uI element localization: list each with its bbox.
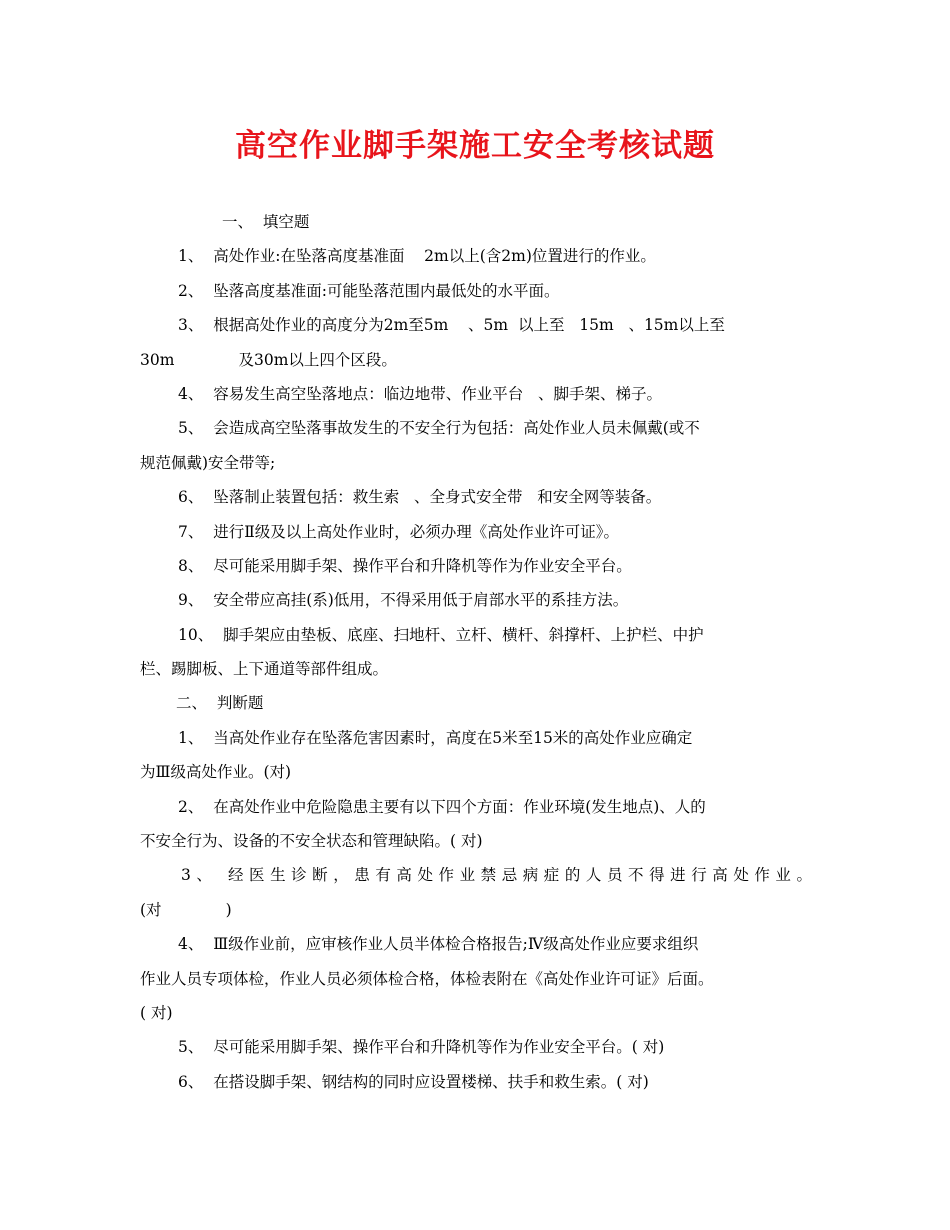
fill-item-3: 3、 根据高处作业的高度分为2m至5m 、5m 以上至 15m 、15m以上至 — [178, 316, 725, 335]
judge-item-5: 5、 尽可能采用脚手架、操作平台和升降机等作为作业安全平台。( 对) — [178, 1038, 665, 1057]
judge-item-4-answer: ( 对) — [140, 1003, 173, 1022]
fill-item-2: 2、 坠落高度基准面:可能坠落范围内最低处的水平面。 — [178, 281, 560, 300]
fill-item-5: 5、 会造成高空坠落事故发生的不安全行为包括：高处作业人员未佩戴(或不 — [178, 419, 700, 438]
judge-item-3: 3、 经医生诊断，患有高处作业禁忌病症的人员不得进行高处作业。 — [181, 866, 812, 885]
judge-item-1-continued: 为Ⅲ级高处作业。(对) — [140, 763, 292, 782]
fill-item-10: 10、 脚手架应由垫板、底座、扫地杆、立杆、横杆、斜撑杆、上护栏、中护 — [178, 625, 704, 644]
fill-item-3-continued: 30m 及30m以上四个区段。 — [140, 350, 397, 369]
judge-item-2-continued: 不安全行为、设备的不安全状态和管理缺陷。( 对) — [140, 832, 483, 851]
section-heading-true-false: 二、 判断题 — [176, 694, 264, 713]
judge-item-2: 2、 在高处作业中危险隐患主要有以下四个方面：作业环境(发生地点)、人的 — [178, 797, 706, 816]
fill-item-7: 7、 进行Ⅱ级及以上高处作业时，必须办理《高处作业许可证》。 — [178, 522, 620, 541]
judge-item-4-continued: 作业人员专项体检，作业人员必须体检合格，体检表附在《高处作业许可证》后面。 — [140, 969, 714, 988]
section-heading-fill-in: 一、 填空题 — [222, 213, 310, 231]
document-title: 高空作业脚手架施工安全考核试题 — [235, 128, 715, 164]
judge-item-1: 1、 当高处作业存在坠落危害因素时，高度在5米至15米的高处作业应确定 — [178, 728, 693, 747]
document-body — [140, 205, 812, 1099]
judge-item-4: 4、 Ⅲ级作业前，应审核作业人员半体检合格报告;Ⅳ级高处作业应要求组织 — [178, 935, 699, 954]
judge-item-6: 6、 在搭设脚手架、钢结构的同时应设置楼梯、扶手和救生索。( 对) — [178, 1072, 649, 1091]
fill-item-5-continued: 规范佩戴)安全带等; — [140, 453, 276, 472]
fill-item-9: 9、 安全带应高挂(系)低用，不得采用低于肩部水平的系挂方法。 — [178, 591, 629, 610]
fill-item-4: 4、 容易发生高空坠落地点：临边地带、作业平台 、脚手架、梯子。 — [178, 384, 662, 403]
judge-item-3-continued: (对 ) — [140, 900, 232, 919]
fill-item-10-continued: 栏、踢脚板、上下通道等部件组成。 — [140, 660, 389, 679]
fill-item-8: 8、 尽可能采用脚手架、操作平台和升降机等作为作业安全平台。 — [178, 556, 632, 575]
fill-item-1: 1、 高处作业:在坠落高度基准面 2m以上(含2m)位置进行的作业。 — [178, 247, 656, 266]
fill-item-6: 6、 坠落制止装置包括：救生索 、全身式安全带 和安全网等装备。 — [178, 488, 662, 507]
